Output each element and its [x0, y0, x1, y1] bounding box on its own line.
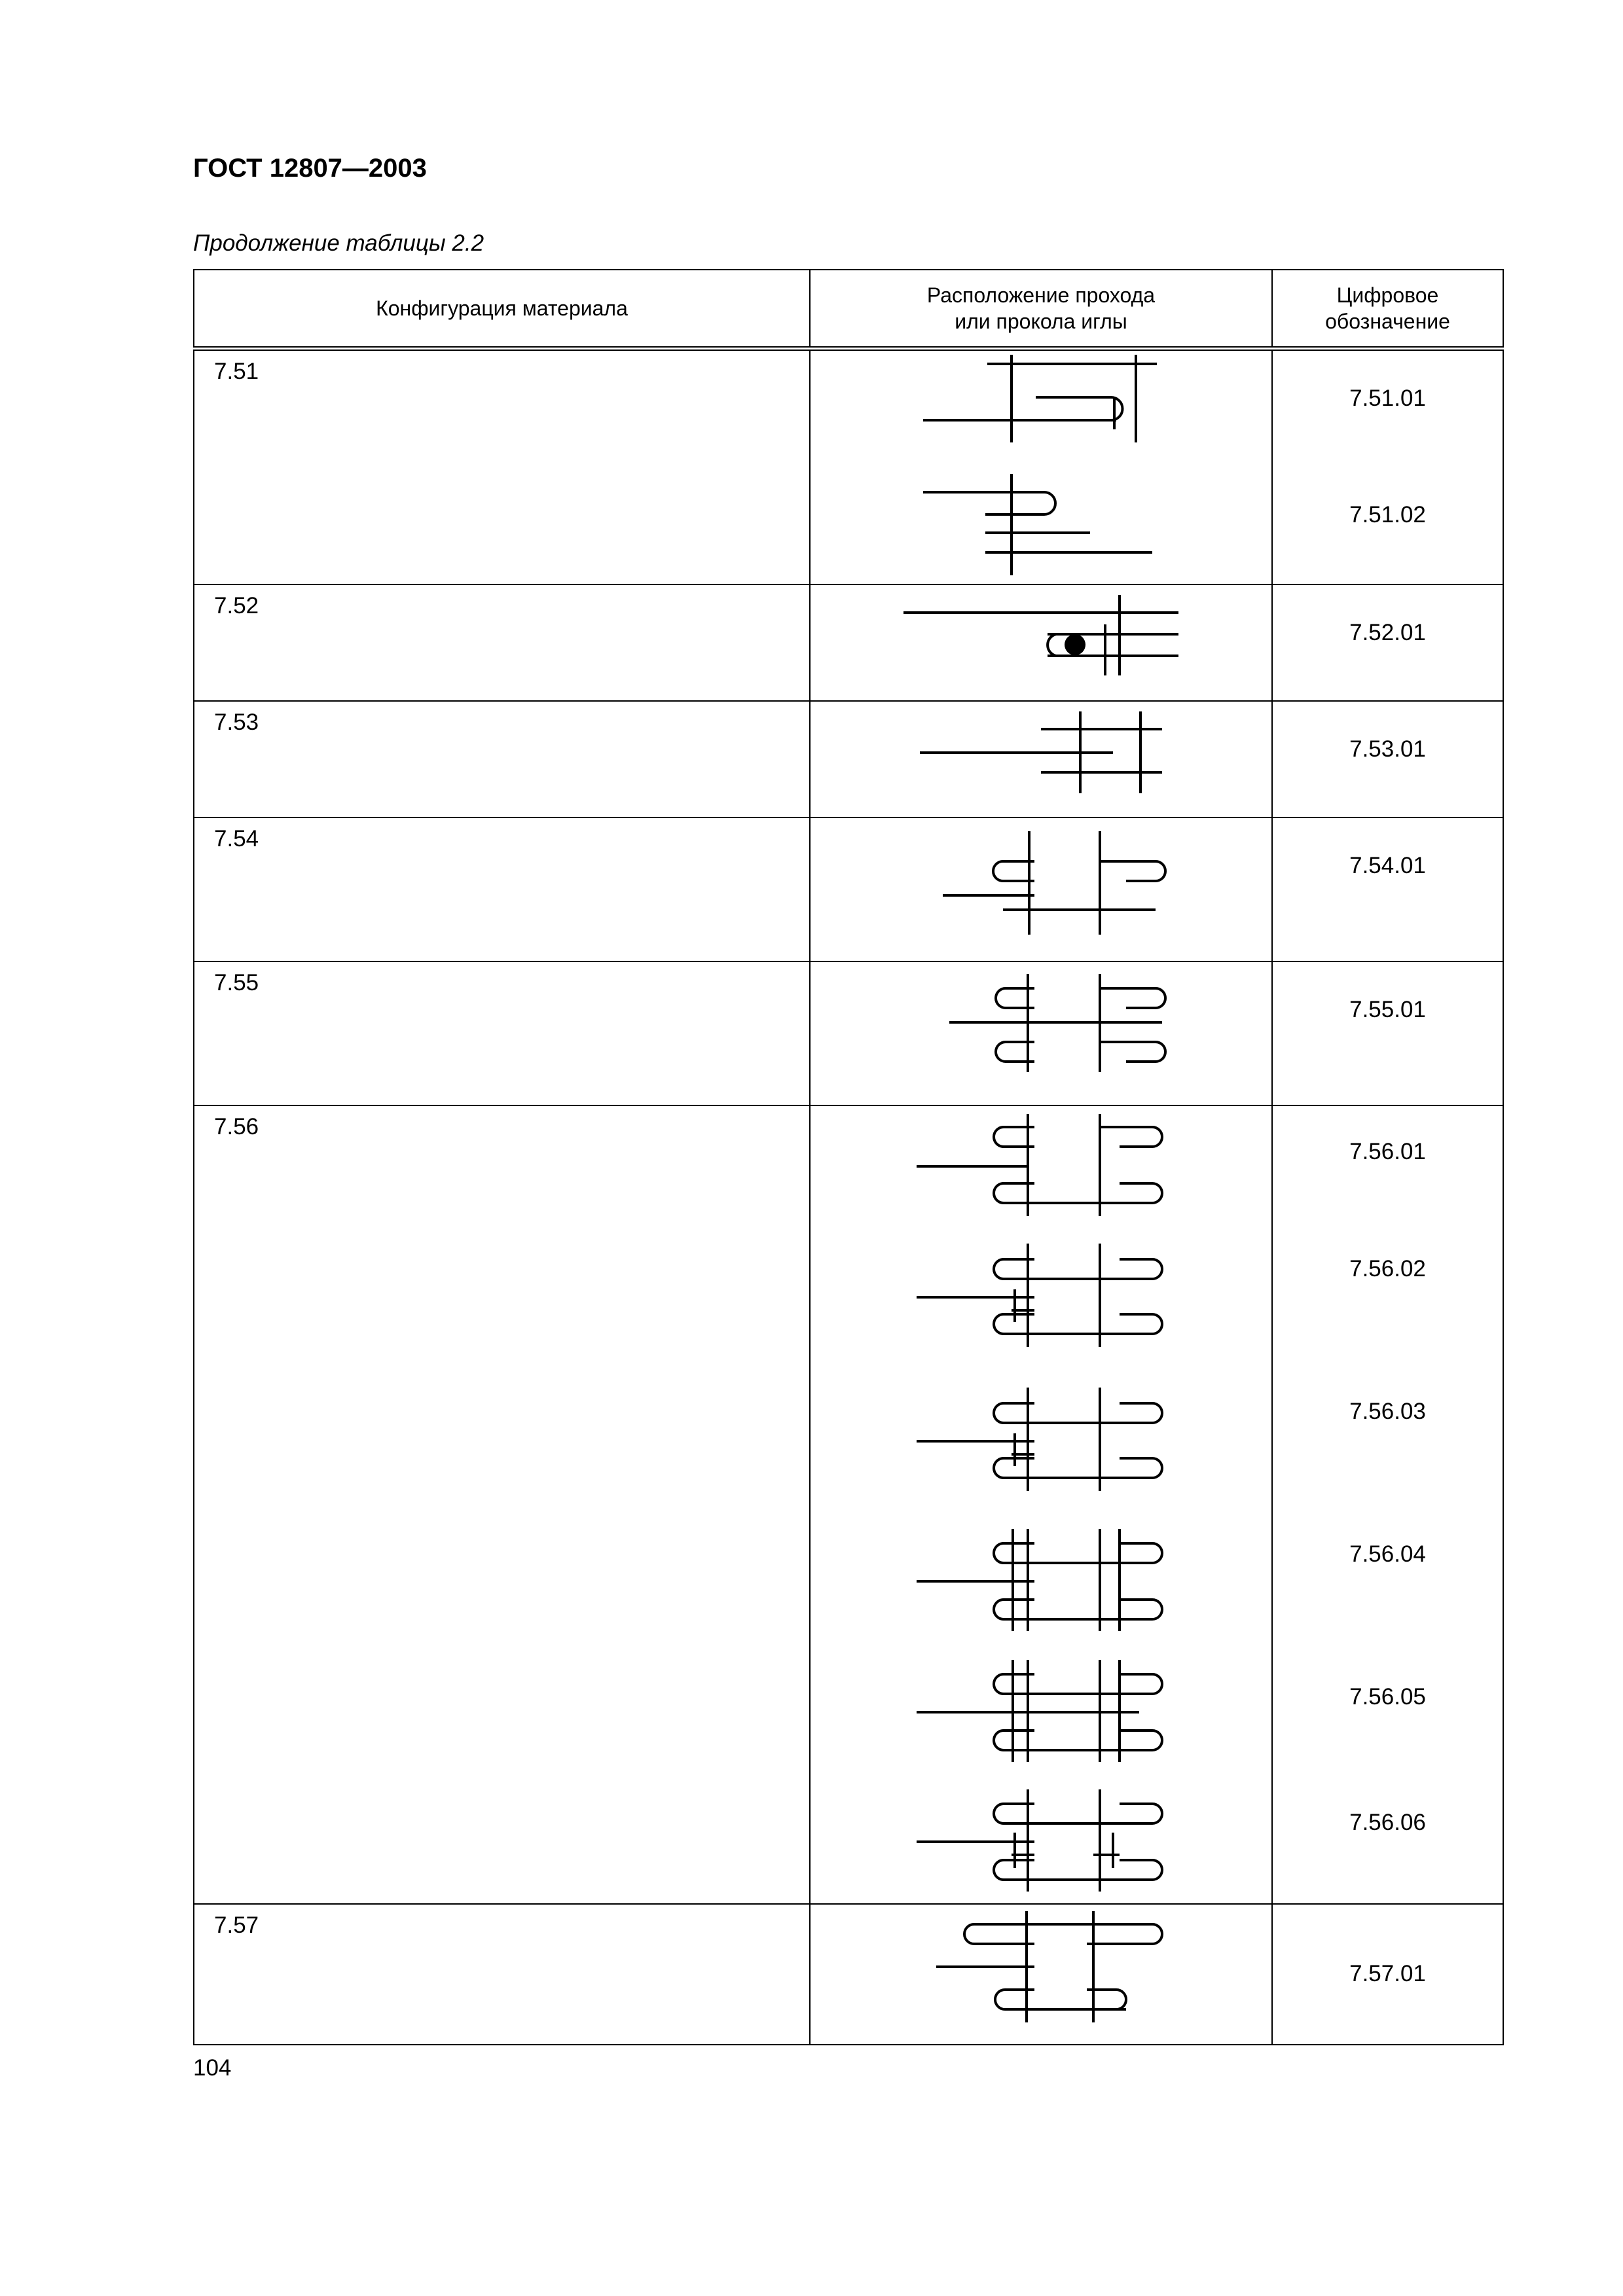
table-row — [194, 1904, 1503, 2045]
stitch-diagram-icon — [903, 351, 1178, 467]
config-cell: 7.52 — [194, 584, 810, 701]
code-label: 7.57.01 — [1349, 1960, 1426, 1986]
code-cell — [1272, 584, 1503, 701]
table-caption: Продолжение таблицы 2.2 — [193, 230, 484, 256]
code-label: 7.56.03 — [1349, 1399, 1426, 1424]
code-label: 7.52.01 — [1349, 619, 1426, 645]
table-row — [194, 584, 1503, 701]
code-label: 7.54.01 — [1349, 852, 1426, 878]
stitch-diagram-icon — [903, 467, 1178, 584]
diagram-cell — [810, 1904, 1272, 2045]
stitch-diagram-icon — [897, 1381, 1185, 1525]
config-cell: 7.56 — [194, 1105, 810, 1904]
stitch-diagram-icon — [897, 1106, 1185, 1237]
stitch-diagram-icon — [897, 1905, 1185, 2044]
diagram-cell — [810, 961, 1272, 1105]
table-header-row — [194, 270, 1503, 349]
config-cell: 7.53 — [194, 701, 810, 817]
page-number: 104 — [193, 2055, 232, 2081]
code-cell — [1272, 961, 1503, 1105]
column-header-needle: Расположение прохода или прокола иглы — [810, 270, 1272, 349]
table-row — [194, 1105, 1503, 1904]
stitch-diagram-icon — [903, 702, 1178, 817]
stitch-diagram-icon — [903, 962, 1178, 1105]
code-cell — [1272, 701, 1503, 817]
stitch-diagram-icon — [890, 585, 1192, 700]
code-label: 7.56.06 — [1349, 1810, 1426, 1835]
diagram-cell — [810, 701, 1272, 817]
diagram-cell — [810, 1105, 1272, 1904]
code-label: 7.56.05 — [1349, 1684, 1426, 1710]
diagram-cell — [810, 584, 1272, 701]
code-cell — [1272, 349, 1503, 585]
diagram-cell — [810, 817, 1272, 961]
code-label: 7.56.01 — [1349, 1139, 1426, 1164]
table-row — [194, 961, 1503, 1105]
column-header-code: Цифровое обозначение — [1272, 270, 1503, 349]
config-cell: 7.57 — [194, 1904, 810, 2045]
code-label: 7.55.01 — [1349, 996, 1426, 1022]
stitch-table — [193, 269, 1504, 2045]
table-row — [194, 701, 1503, 817]
stitch-diagram-icon — [897, 1237, 1185, 1381]
stitch-diagram-icon — [897, 1787, 1185, 1903]
config-cell: 7.54 — [194, 817, 810, 961]
table-row — [194, 349, 1503, 585]
stitch-diagram-icon — [897, 1525, 1185, 1656]
document-title: ГОСТ 12807—2003 — [193, 154, 427, 183]
code-label: 7.53.01 — [1349, 736, 1426, 762]
stitch-diagram-icon — [897, 1656, 1185, 1787]
code-cell — [1272, 1904, 1503, 2045]
code-cell — [1272, 1105, 1503, 1904]
code-cell — [1272, 817, 1503, 961]
code-label: 7.51.02 — [1349, 501, 1426, 528]
config-cell: 7.55 — [194, 961, 810, 1105]
diagram-cell — [810, 349, 1272, 585]
stitch-diagram-icon — [903, 818, 1178, 961]
config-cell: 7.51 — [194, 349, 810, 585]
column-header-config: Конфигурация материала — [194, 270, 810, 349]
code-label: 7.56.02 — [1349, 1256, 1426, 1282]
code-label: 7.51.01 — [1349, 385, 1426, 411]
code-label: 7.56.04 — [1349, 1541, 1426, 1567]
table-row — [194, 817, 1503, 961]
